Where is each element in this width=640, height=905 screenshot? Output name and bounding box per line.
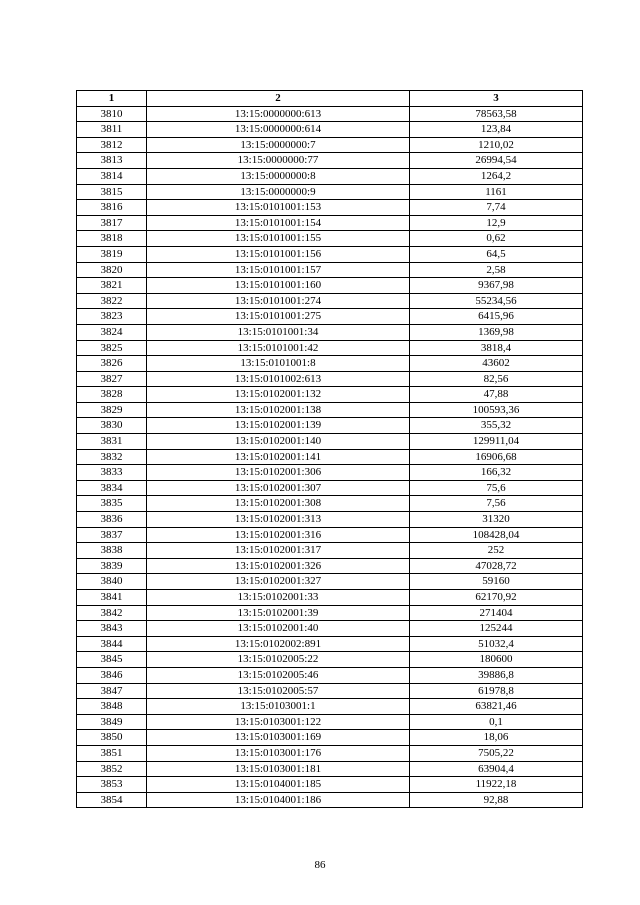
row-number-cell: 3849	[77, 714, 147, 730]
cadastral-number-cell: 13:15:0102001:316	[147, 527, 410, 543]
table-row	[77, 278, 583, 294]
cadastral-number-cell: 13:15:0101002:613	[147, 371, 410, 387]
value-cell: 0,1	[410, 714, 583, 730]
table-row	[77, 434, 583, 450]
row-number-cell: 3838	[77, 543, 147, 559]
value-cell: 75,6	[410, 480, 583, 496]
table-row	[77, 215, 583, 231]
row-number-cell: 3841	[77, 590, 147, 606]
row-number-cell: 3847	[77, 683, 147, 699]
table-row	[77, 309, 583, 325]
row-number-cell: 3810	[77, 106, 147, 122]
value-cell: 0,62	[410, 231, 583, 247]
row-number-cell: 3816	[77, 200, 147, 216]
row-number-cell: 3812	[77, 137, 147, 153]
cadastral-number-cell: 13:15:0102001:39	[147, 605, 410, 621]
table-row	[77, 761, 583, 777]
table-row	[77, 714, 583, 730]
cadastral-number-cell: 13:15:0000000:7	[147, 137, 410, 153]
value-cell: 64,5	[410, 246, 583, 262]
row-number-cell: 3834	[77, 480, 147, 496]
value-cell: 1161	[410, 184, 583, 200]
value-cell: 1210,02	[410, 137, 583, 153]
row-number-cell: 3831	[77, 434, 147, 450]
table-row	[77, 621, 583, 637]
cadastral-number-cell: 13:15:0103001:176	[147, 745, 410, 761]
value-cell: 252	[410, 543, 583, 559]
cadastral-number-cell: 13:15:0103001:1	[147, 699, 410, 715]
table-row	[77, 543, 583, 559]
row-number-cell: 3826	[77, 356, 147, 372]
row-number-cell: 3839	[77, 558, 147, 574]
table-row	[77, 387, 583, 403]
value-cell: 78563,58	[410, 106, 583, 122]
cadastral-number-cell: 13:15:0101001:8	[147, 356, 410, 372]
value-cell: 16906,68	[410, 449, 583, 465]
data-table	[76, 90, 583, 808]
table-row	[77, 792, 583, 808]
cadastral-number-cell: 13:15:0102002:891	[147, 636, 410, 652]
cadastral-number-cell: 13:15:0102005:22	[147, 652, 410, 668]
value-cell: 1369,98	[410, 324, 583, 340]
cadastral-number-cell: 13:15:0102001:307	[147, 480, 410, 496]
value-cell: 125244	[410, 621, 583, 637]
column-header-1: 1	[77, 91, 147, 107]
cadastral-number-cell: 13:15:0103001:169	[147, 730, 410, 746]
table-row	[77, 293, 583, 309]
cadastral-number-cell: 13:15:0104001:185	[147, 777, 410, 793]
row-number-cell: 3835	[77, 496, 147, 512]
cadastral-number-cell: 13:15:0102001:132	[147, 387, 410, 403]
value-cell: 55234,56	[410, 293, 583, 309]
row-number-cell: 3853	[77, 777, 147, 793]
table-body	[77, 106, 583, 808]
table-row	[77, 402, 583, 418]
column-header-3: 3	[410, 91, 583, 107]
table-row	[77, 605, 583, 621]
table-row	[77, 574, 583, 590]
cadastral-number-cell: 13:15:0101001:160	[147, 278, 410, 294]
row-number-cell: 3854	[77, 792, 147, 808]
value-cell: 7,74	[410, 200, 583, 216]
row-number-cell: 3818	[77, 231, 147, 247]
cadastral-number-cell: 13:15:0102001:140	[147, 434, 410, 450]
value-cell: 12,9	[410, 215, 583, 231]
cadastral-number-cell: 13:15:0102005:57	[147, 683, 410, 699]
cadastral-number-cell: 13:15:0101001:154	[147, 215, 410, 231]
value-cell: 129911,04	[410, 434, 583, 450]
value-cell: 2,58	[410, 262, 583, 278]
cadastral-number-cell: 13:15:0101001:274	[147, 293, 410, 309]
row-number-cell: 3830	[77, 418, 147, 434]
row-number-cell: 3819	[77, 246, 147, 262]
cadastral-number-cell: 13:15:0102001:313	[147, 512, 410, 528]
row-number-cell: 3852	[77, 761, 147, 777]
row-number-cell: 3846	[77, 667, 147, 683]
table-row	[77, 730, 583, 746]
table-row	[77, 667, 583, 683]
cadastral-number-cell: 13:15:0000000:77	[147, 153, 410, 169]
table-row	[77, 231, 583, 247]
row-number-cell: 3833	[77, 465, 147, 481]
table-row	[77, 106, 583, 122]
table-row	[77, 558, 583, 574]
row-number-cell: 3813	[77, 153, 147, 169]
cadastral-number-cell: 13:15:0000000:8	[147, 168, 410, 184]
value-cell: 180600	[410, 652, 583, 668]
value-cell: 6415,96	[410, 309, 583, 325]
cadastral-number-cell: 13:15:0000000:613	[147, 106, 410, 122]
cadastral-number-cell: 13:15:0000000:9	[147, 184, 410, 200]
row-number-cell: 3832	[77, 449, 147, 465]
cadastral-number-cell: 13:15:0101001:34	[147, 324, 410, 340]
table-row	[77, 777, 583, 793]
table-row	[77, 418, 583, 434]
cadastral-number-cell: 13:15:0102001:308	[147, 496, 410, 512]
row-number-cell: 3825	[77, 340, 147, 356]
row-number-cell: 3851	[77, 745, 147, 761]
row-number-cell: 3815	[77, 184, 147, 200]
table-row	[77, 324, 583, 340]
value-cell: 123,84	[410, 122, 583, 138]
cadastral-number-cell: 13:15:0102001:317	[147, 543, 410, 559]
cadastral-number-cell: 13:15:0104001:186	[147, 792, 410, 808]
cadastral-number-cell: 13:15:0102001:139	[147, 418, 410, 434]
cadastral-number-cell: 13:15:0102001:141	[147, 449, 410, 465]
table-header-row	[77, 91, 583, 107]
value-cell: 43602	[410, 356, 583, 372]
table-row	[77, 683, 583, 699]
value-cell: 166,32	[410, 465, 583, 481]
table-row	[77, 449, 583, 465]
value-cell: 1264,2	[410, 168, 583, 184]
column-header-2: 2	[147, 91, 410, 107]
value-cell: 63904,4	[410, 761, 583, 777]
row-number-cell: 3840	[77, 574, 147, 590]
value-cell: 7,56	[410, 496, 583, 512]
page-number: 86	[314, 859, 326, 871]
row-number-cell: 3823	[77, 309, 147, 325]
value-cell: 31320	[410, 512, 583, 528]
row-number-cell: 3821	[77, 278, 147, 294]
row-number-cell: 3817	[77, 215, 147, 231]
cadastral-number-cell: 13:15:0101001:155	[147, 231, 410, 247]
row-number-cell: 3814	[77, 168, 147, 184]
cadastral-number-cell: 13:15:0102001:306	[147, 465, 410, 481]
cadastral-number-cell: 13:15:0102001:326	[147, 558, 410, 574]
table-row	[77, 371, 583, 387]
value-cell: 3818,4	[410, 340, 583, 356]
cadastral-number-cell: 13:15:0102001:327	[147, 574, 410, 590]
table-row	[77, 262, 583, 278]
cadastral-number-cell: 13:15:0102001:33	[147, 590, 410, 606]
cadastral-number-cell: 13:15:0101001:42	[147, 340, 410, 356]
row-number-cell: 3845	[77, 652, 147, 668]
table-row	[77, 480, 583, 496]
row-number-cell: 3822	[77, 293, 147, 309]
cadastral-number-cell: 13:15:0101001:275	[147, 309, 410, 325]
cadastral-number-cell: 13:15:0103001:181	[147, 761, 410, 777]
value-cell: 47,88	[410, 387, 583, 403]
value-cell: 59160	[410, 574, 583, 590]
row-number-cell: 3811	[77, 122, 147, 138]
table-row	[77, 246, 583, 262]
value-cell: 82,56	[410, 371, 583, 387]
cadastral-number-cell: 13:15:0101001:153	[147, 200, 410, 216]
table-row	[77, 512, 583, 528]
table-row	[77, 356, 583, 372]
table-row	[77, 340, 583, 356]
row-number-cell: 3850	[77, 730, 147, 746]
value-cell: 100593,36	[410, 402, 583, 418]
cadastral-number-cell: 13:15:0000000:614	[147, 122, 410, 138]
table-row	[77, 465, 583, 481]
cadastral-number-cell: 13:15:0102001:138	[147, 402, 410, 418]
table-row	[77, 636, 583, 652]
cadastral-number-cell: 13:15:0102001:40	[147, 621, 410, 637]
row-number-cell: 3843	[77, 621, 147, 637]
table-row	[77, 652, 583, 668]
value-cell: 62170,92	[410, 590, 583, 606]
row-number-cell: 3827	[77, 371, 147, 387]
row-number-cell: 3820	[77, 262, 147, 278]
value-cell: 7505,22	[410, 745, 583, 761]
row-number-cell: 3824	[77, 324, 147, 340]
table-row	[77, 590, 583, 606]
table-row	[77, 184, 583, 200]
value-cell: 92,88	[410, 792, 583, 808]
row-number-cell: 3844	[77, 636, 147, 652]
cadastral-number-cell: 13:15:0102005:46	[147, 667, 410, 683]
table-row	[77, 699, 583, 715]
value-cell: 11922,18	[410, 777, 583, 793]
table-row	[77, 168, 583, 184]
table-row	[77, 122, 583, 138]
row-number-cell: 3842	[77, 605, 147, 621]
cadastral-number-cell: 13:15:0101001:156	[147, 246, 410, 262]
row-number-cell: 3848	[77, 699, 147, 715]
row-number-cell: 3837	[77, 527, 147, 543]
value-cell: 63821,46	[410, 699, 583, 715]
row-number-cell: 3828	[77, 387, 147, 403]
cadastral-number-cell: 13:15:0101001:157	[147, 262, 410, 278]
table-row	[77, 200, 583, 216]
row-number-cell: 3836	[77, 512, 147, 528]
value-cell: 51032,4	[410, 636, 583, 652]
value-cell: 18,06	[410, 730, 583, 746]
table-row	[77, 527, 583, 543]
table-row	[77, 137, 583, 153]
value-cell: 26994,54	[410, 153, 583, 169]
value-cell: 39886,8	[410, 667, 583, 683]
value-cell: 61978,8	[410, 683, 583, 699]
value-cell: 108428,04	[410, 527, 583, 543]
table-row	[77, 745, 583, 761]
value-cell: 47028,72	[410, 558, 583, 574]
value-cell: 9367,98	[410, 278, 583, 294]
table-row	[77, 153, 583, 169]
value-cell: 271404	[410, 605, 583, 621]
row-number-cell: 3829	[77, 402, 147, 418]
value-cell: 355,32	[410, 418, 583, 434]
table-row	[77, 496, 583, 512]
cadastral-number-cell: 13:15:0103001:122	[147, 714, 410, 730]
